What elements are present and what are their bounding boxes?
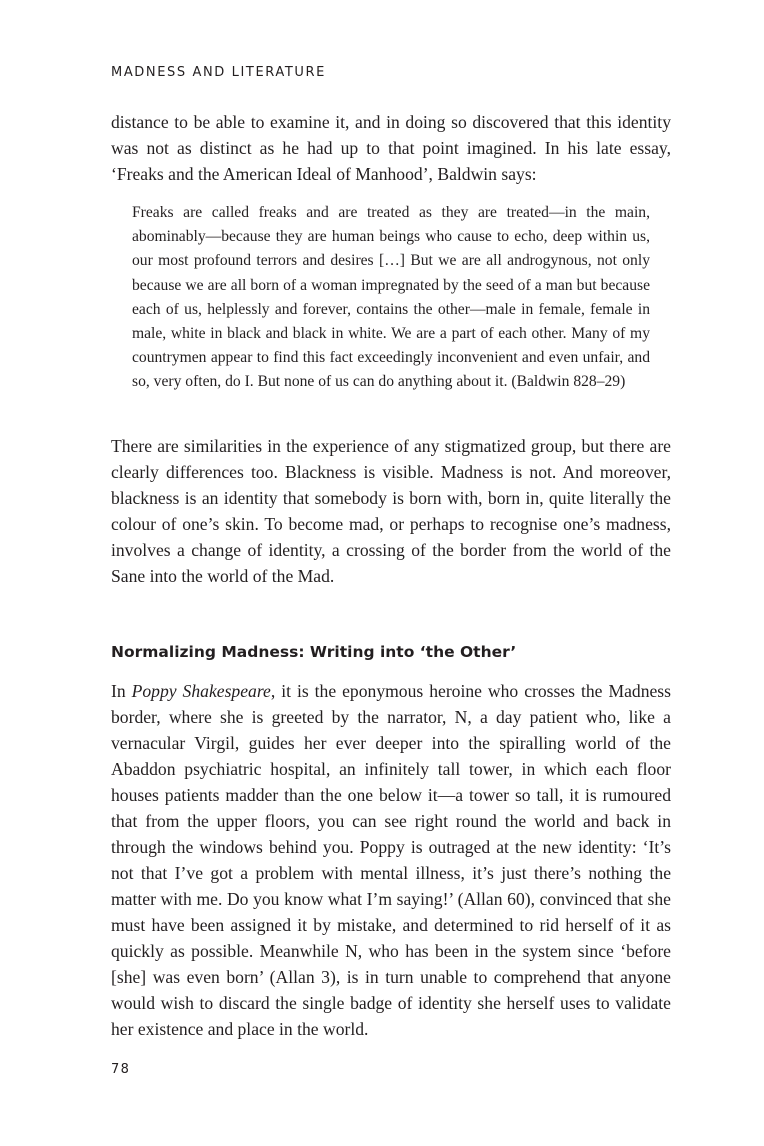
book-title: Poppy Shakespeare: [131, 681, 271, 701]
section-heading: Normalizing Madness: Writing into ‘the Other’: [111, 643, 517, 661]
paragraph-1: distance to be able to examine it, and in doing so discovered that this identity was not as distinct as he had up to that point imagined. In his late essay, ‘Freaks and the American Ideal of Manhood’, Baldwin says:: [111, 112, 671, 184]
paragraph-3-rest: , it is the eponymous heroine who crosses the Madness border, where she is greeted by the narrator, N, a day patient who, like a vernacular Virgil, guides her ever deeper into the spiralling world of the Abaddon psychiatric hospital, an infinitely tall tower, in which each floor houses patients madder than the one below it—a tower so tall, it is rumoured that from the upper floors, you can see right round the world and back in through the windows behind you. Poppy is outraged at the new identity: ‘It’s not that I’ve got a problem with mental illness, it’s just there’s nothing the matter with me. Do you know what I’m saying!’ (Allan 60), convinced that she must have been assigned it by mistake, and determined to rid herself of it as quickly as possible. Meanwhile N, who has been in the system since ‘before [she] was even born’ (Allan 3), is in turn unable to comprehend that anyone would wish to discard the single badge of identity she herself uses to validate her existence and place in the world.: [111, 681, 672, 1039]
paragraph-2: There are similarities in the experience of any stigmatized group, but there are clearly differences too. Blackness is visible. Madness is not. And moreover, blackness is an identity that somebody is born with, born in, quite literally the colour of one’s skin. To become mad, or perhaps to recognise one’s madness, involves a change of identity, a crossing of the border from the world of the Sane into the world of the Mad.: [111, 436, 671, 586]
paragraph-3-lead: In: [111, 681, 132, 701]
paragraph-3: [111, 678, 671, 1042]
running-head: MADNESS AND LITERATURE: [111, 65, 326, 80]
page-number: 78: [111, 1062, 131, 1077]
block-quote: Freaks are called freaks and are treated as they are treated—in the main, abominably—because they are human beings who cause to echo, deep within us, our most profound terrors and desires […] But we are all androgynous, not only because we are all born of a woman impregnated by the seed of a man but because each of us, helplessly and forever, contains the other—male in female, female in male, white in black and black in white. We are a part of each other. Many of my countrymen appear to find this fact exceedingly inconvenient and even unfair, and so, very often, do I. But none of us can do anything about it. (Baldwin 828–29): [132, 204, 650, 391]
